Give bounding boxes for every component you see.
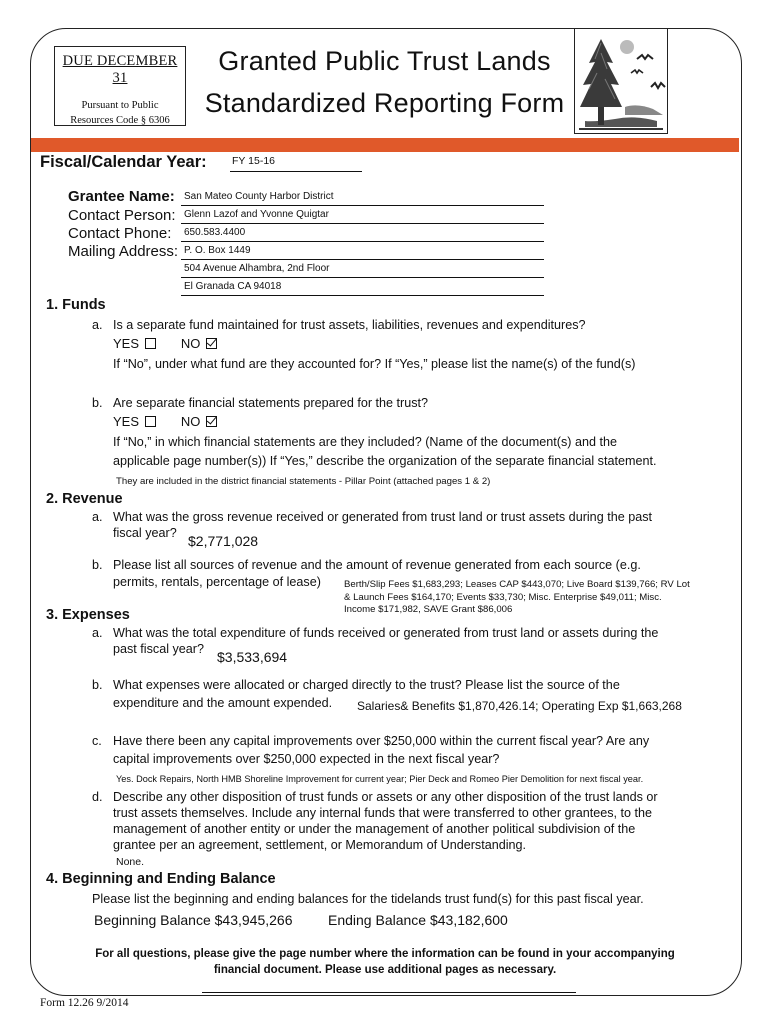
grantee-name-value[interactable]: San Mateo County Harbor District <box>184 191 334 202</box>
form-number: Form 12.26 9/2014 <box>40 997 129 1009</box>
question-marker: a. <box>92 510 103 524</box>
form-title-line-1: Granted Public Trust Lands <box>218 46 551 76</box>
question-marker: b. <box>92 678 103 692</box>
revenue-sources-answer-3[interactable]: Income $171,982, SAVE Grant $86,006 <box>344 604 513 615</box>
address-line-3-rule <box>181 295 544 296</box>
revenue-sources-answer-2[interactable]: & Launch Fees $164,170; Events $33,730; Misc. Enterprise $49,011; Misc. <box>344 592 662 603</box>
funds-a-question: Is a separate fund maintained for trust assets, liabilities, revenues and expenditures? <box>113 318 586 332</box>
beginning-balance[interactable]: Beginning Balance $43,945,266 <box>94 912 293 928</box>
form-title-line-2: Standardized Reporting Form <box>204 88 565 118</box>
expenses-d-question-2: trust assets themselves. Include any internal funds that were transferred to other grantees, to the <box>113 806 653 820</box>
question-marker: b. <box>92 396 103 410</box>
mailing-address-label: Mailing Address: <box>68 243 179 260</box>
balance-question: Please list the beginning and ending balances for the tidelands trust fund(s) for this past fiscal year. <box>92 892 644 906</box>
funds-a-yes-checkbox[interactable] <box>145 338 156 349</box>
gross-revenue-answer[interactable]: $2,771,028 <box>188 533 259 549</box>
total-expenditure-answer[interactable]: $3,533,694 <box>217 649 288 665</box>
contact-person-label: Contact Person: <box>68 207 176 224</box>
funds-b-followup-2: applicable page number(s)) If “Yes,” describe the organization of the separate financial statement. <box>113 454 657 468</box>
ending-balance[interactable]: Ending Balance $43,182,600 <box>328 912 508 928</box>
funds-b-options <box>113 414 217 429</box>
revenue-a-question-1: What was the gross revenue received or generated from trust land or trust assets during the past <box>113 510 653 524</box>
contact-person-value[interactable]: Glenn Lazof and Yvonne Quigtar <box>184 209 329 220</box>
funds-b-no-checkbox[interactable] <box>206 416 217 427</box>
expenses-a-question-1: What was the total expenditure of funds received or generated from trust land or assets during the <box>113 626 659 640</box>
revenue-b-question-2: permits, rentals, percentage of lease) <box>113 575 321 589</box>
instructions-line-2: financial document. Please use additional pages as necessary. <box>213 964 557 976</box>
yes-label: YES <box>113 414 140 429</box>
question-marker: b. <box>92 558 103 572</box>
address-line-2[interactable]: 504 Avenue Alhambra, 2nd Floor <box>184 263 330 274</box>
expenses-d-question-4: grantee per an agreement, settlement, or Memorandum of Understanding. <box>113 838 527 852</box>
contact-person-line <box>181 223 544 224</box>
expenses-c-question-2: capital improvements over $250,000 expected in the next fiscal year? <box>113 752 500 766</box>
fiscal-year-label: Fiscal/Calendar Year: <box>40 153 207 171</box>
expenses-b-question-2: expenditure and the amount expended. <box>113 696 333 710</box>
expenses-d-question-3: management of another entity or under the management of another political subdivision of the <box>113 822 636 836</box>
direct-expenses-answer[interactable]: Salaries& Benefits $1,870,426.14; Operating Exp $1,663,268 <box>357 699 682 713</box>
funds-a-followup: If “No”, under what fund are they accounted for? If “Yes,” please list the name(s) of the fund(s) <box>113 357 636 371</box>
grantee-name-label: Grantee Name: <box>68 188 175 205</box>
pursuant-line-2: Resources Code § 6306 <box>70 115 170 126</box>
address-line-3[interactable]: El Granada CA 94018 <box>184 281 282 292</box>
funds-b-answer[interactable]: They are included in the district financial statements - Pillar Point (attached pages 1 & 2) <box>116 476 491 487</box>
question-marker: a. <box>92 318 103 332</box>
fiscal-year-underline <box>230 171 362 172</box>
revenue-a-question-2: fiscal year? <box>113 526 177 540</box>
contact-phone-label: Contact Phone: <box>68 225 172 242</box>
revenue-b-question-1: Please list all sources of revenue and the amount of revenue generated from each source (e.g. <box>113 558 641 572</box>
funds-b-followup-1: If “No,” in which financial statements are they included? (Name of the document(s) and the <box>113 435 618 449</box>
expenses-b-question-1: What expenses were allocated or charged directly to the trust? Please list the source of the <box>113 678 620 692</box>
funds-b-yes-checkbox[interactable] <box>145 416 156 427</box>
no-label: NO <box>180 414 201 429</box>
expenses-d-question-1: Describe any other disposition of trust funds or assets or any other disposition of the trust lands or <box>113 790 658 804</box>
instructions-note <box>40 946 730 978</box>
funds-b-question: Are separate financial statements prepared for the trust? <box>113 396 429 410</box>
address-line-1-rule <box>181 259 544 260</box>
expenses-c-question-1: Have there been any capital improvements over $250,000 within the current fiscal year? Are any <box>113 734 650 748</box>
tree-icon <box>575 29 667 133</box>
no-label: NO <box>180 336 201 351</box>
due-date: DUE DECEMBER 31 <box>62 53 178 86</box>
expenses-heading: 3. Expenses <box>46 607 130 623</box>
grantee-name-line <box>181 205 544 206</box>
due-date-box <box>54 46 186 126</box>
expenses-a-question-2: past fiscal year? <box>113 642 204 656</box>
fiscal-year-value[interactable]: FY 15-16 <box>232 155 275 167</box>
funds-a-options <box>113 336 217 351</box>
yes-label: YES <box>113 336 140 351</box>
question-marker: a. <box>92 626 103 640</box>
address-line-2-rule <box>181 277 544 278</box>
balance-heading: 4. Beginning and Ending Balance <box>46 871 276 887</box>
pursuant-line-1: Pursuant to Public <box>81 100 159 111</box>
funds-heading: 1. Funds <box>46 297 106 313</box>
other-disposition-answer[interactable]: None. <box>116 856 145 868</box>
accent-bar <box>31 138 739 152</box>
contact-phone-value[interactable]: 650.583.4400 <box>184 227 246 238</box>
address-line-1[interactable]: P. O. Box 1449 <box>184 245 251 256</box>
contact-phone-line <box>181 241 544 242</box>
question-marker: d. <box>92 790 103 804</box>
question-marker: c. <box>92 734 102 748</box>
funds-a-no-checkbox[interactable] <box>206 338 217 349</box>
tree-and-birds-logo <box>574 28 668 134</box>
instructions-line-1: For all questions, please give the page number where the information can be found in your accompanying <box>95 948 675 960</box>
revenue-sources-answer-1[interactable]: Berth/Slip Fees $1,683,293; Leases CAP $443,070; Live Board $139,766; RV Lot <box>344 579 690 590</box>
pursuant-note <box>55 98 185 128</box>
signature-line[interactable] <box>202 992 576 993</box>
revenue-heading: 2. Revenue <box>46 491 123 507</box>
capital-improvements-answer[interactable]: Yes. Dock Repairs, North HMB Shoreline Improvement for current year; Pier Deck and Romeo Pier Demolition for next fiscal year. <box>116 774 644 784</box>
